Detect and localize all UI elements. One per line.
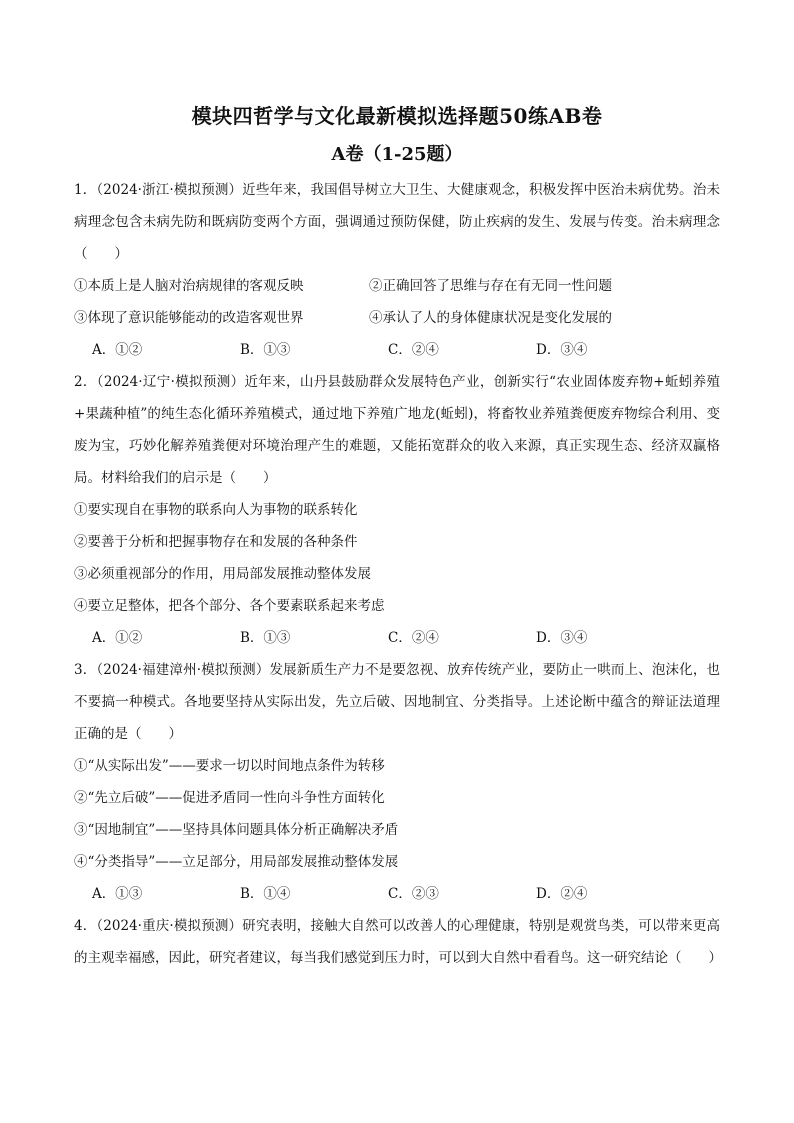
statement-option: ④承认了人的身体健康状况是变化发展的: [369, 310, 612, 326]
question-4: [74, 910, 720, 974]
question-stem: 1．（2024·浙江·模拟预测）近些年来，我国倡导树立大卫生、大健康观念，积极发挥中医治未病优势。治未病理念包含未病先防和既病防变两个方面，强调通过预防保健，防止疾病的发生、发展与传变。治未病理念（ ）: [74, 182, 720, 262]
question-stem: 3．（2024·福建漳州·模拟预测）发展新质生产力不是要忽视、放弃传统产业，要防止一哄而上、泡沫化，也不要搞一种模式。各地要坚持从实际出发，先立后破、因地制宜、分类指导。上述论断中蕴含的辩证法道理正确的是（ ）: [74, 662, 720, 742]
answer-choice-b: B．①③: [240, 630, 291, 646]
answer-choice-a: A．①③: [92, 886, 143, 902]
statement-option: ②正确回答了思维与存在有无同一性问题: [369, 278, 612, 294]
answer-choices: [74, 622, 720, 654]
answer-choices: [74, 878, 720, 910]
statement-option: ④要立足整体，把各个部分、各个要素联系起来考虑: [74, 598, 385, 614]
question-2: [74, 366, 720, 654]
answer-choice-b: B．①④: [240, 886, 291, 902]
statement-option: ①“从实际出发”——要求一切以时间地点条件为转移: [74, 758, 385, 774]
answer-choice-d: D．②④: [536, 886, 588, 902]
answer-choices: [74, 334, 720, 366]
question-stem: 2．（2024·辽宁·模拟预测）近年来，山丹县鼓励群众发展特色产业，创新实行“农业固体废弃物+蚯蚓养殖+果蔬种植”的纯生态化循环养殖模式，通过地下养殖广地龙(蚯蚓)，将畜牧业养殖粪便废弃物综合利用、变废为宝，巧妙化解养殖粪便对环境治理产生的难题，又能拓宽群众的收入来源，真正实现生态、经济双赢格局。材料给我们的启示是（ ）: [74, 374, 720, 486]
statement-options: [74, 270, 720, 334]
answer-choice-a: A．①②: [92, 342, 143, 358]
answer-choice-d: D．③④: [536, 630, 588, 646]
statement-option: ②要善于分析和把握事物存在和发展的各种条件: [74, 534, 358, 550]
statement-option: ②“先立后破”——促进矛盾同一性向斗争性方面转化: [74, 790, 385, 806]
answer-choice-a: A．①②: [92, 630, 143, 646]
answer-choice-b: B．①③: [240, 342, 291, 358]
statement-option: ①本质上是人脑对治病规律的客观反映: [74, 278, 304, 294]
question-stem: 4．（2024·重庆·模拟预测）研究表明，接触大自然可以改善人的心理健康，特别是观赏鸟类，可以带来更高的主观幸福感，因此，研究者建议，每当我们感觉到压力时，可以到大自然中看看鸟。这一研究结论（ ）: [74, 918, 722, 966]
statement-option: ③必须重视部分的作用，用局部发展推动整体发展: [74, 566, 371, 582]
section-subtitle: A卷（1-25题）: [331, 144, 463, 165]
statement-option: ③“因地制宜”——坚持具体问题具体分析正确解决矛盾: [74, 822, 399, 838]
statement-option: ①要实现自在事物的联系向人为事物的联系转化: [74, 502, 358, 518]
question-1: [74, 174, 720, 366]
question-3: [74, 654, 720, 910]
statement-option: ③体现了意识能够能动的改造客观世界: [74, 310, 304, 326]
answer-choice-c: C．②④: [388, 630, 439, 646]
answer-choice-c: C．②③: [388, 886, 439, 902]
statement-option: ④“分类指导”——立足部分，用局部发展推动整体发展: [74, 854, 399, 870]
answer-choice-c: C．②④: [388, 342, 439, 358]
answer-choice-d: D．③④: [536, 342, 588, 358]
document-title: 模块四哲学与文化最新模拟选择题50练AB卷: [191, 104, 603, 128]
